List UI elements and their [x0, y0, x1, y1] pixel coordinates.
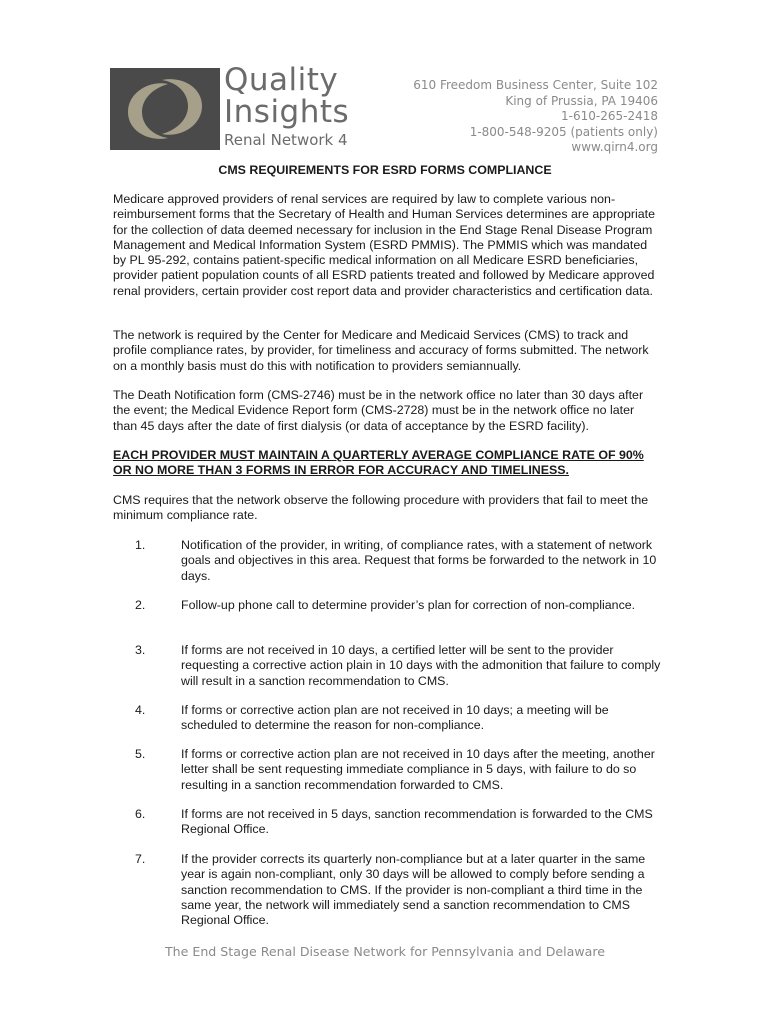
procedure-intro: CMS requires that the network observe the following procedure with providers that fail to meet the minimum compliance rate.: [113, 493, 649, 523]
compliance-requirement: EACH PROVIDER MUST MAINTAIN A QUARTERLY AVERAGE COMPLIANCE RATE OF 90% OR NO MORE THAN 3 FORMS IN ERROR FOR ACCURACY AND TIMELINESS.: [113, 448, 644, 478]
list-item-text: Follow-up phone call to determine provider’s plan for correction of non-compliance.: [181, 598, 636, 612]
address-block: [413, 78, 658, 156]
procedure-list: [113, 538, 661, 928]
paragraph-pmmis: Medicare approved providers of renal services are required by law to complete various non-reimbursement forms that the Secretary of Health and Human Services determines are appropriate for the collection of data deemed necessary for inclusion in the End Stage Renal Disease Program Management and Medical Information System (ESRD PMMIS). The PMMIS which was mandated by PL 95-292, contains patient-specific medical information on all Medicare ESRD beneficiaries, provider patient population counts of all ESRD patients treated and followed by Medicare approved renal providers, certain provider cost report data and provider characteristics and certification data.: [113, 192, 655, 298]
list-item-text: Notification of the provider, in writing, of compliance rates, with a statement of network goals and objectives in this area. Request that forms be forwarded to the network in 10 days.: [181, 538, 657, 583]
list-item-text: If the provider corrects its quarterly non-compliance but at a later quarter in the same year is again non-compliant, only 30 days will be allowed to comply before sending a sanction recommendation to CMS. If the provider is non-compliant a third time in the same year, the network will immediately send a sanction recommendation to CMS Regional Office.: [181, 852, 646, 928]
document-body: [113, 192, 661, 928]
paragraph-network-tracking: The network is required by the Center for Medicare and Medicaid Services (CMS) to track and profile compliance rates, by provider, for timeliness and accuracy of forms submitted. The network on a monthly basis must do this with notification to providers semiannually.: [113, 328, 649, 373]
list-item: [113, 747, 661, 807]
list-item-text: If forms are not received in 5 days, sanction recommendation is forwarded to the CMS Regional Office.: [181, 807, 653, 837]
list-item-text: If forms or corrective action plan are not received in 10 days after the meeting, another letter shall be sent requesting immediate compliance in 5 days, with failure to do so resulting in a sanction recommendation forwarded to CMS.: [181, 747, 655, 792]
list-item-number: 1.: [135, 538, 146, 552]
list-item: [113, 852, 661, 928]
brand-line-2: Insights: [224, 94, 350, 130]
brand-line-1: Quality: [224, 62, 339, 98]
brand-wordmark: [224, 64, 349, 150]
paragraph-form-deadlines: The Death Notification form (CMS-2746) must be in the network office no later than 30 days after the event; the Medical Evidence Report form (CMS-2728) must be in the network office no later than 45 days after the date of first dialysis (or data of acceptance by the ESRD facility).: [113, 388, 644, 433]
list-item: [113, 643, 661, 703]
list-item-number: 6.: [135, 807, 146, 821]
quality-insights-logo: [110, 68, 220, 150]
list-item-number: 2.: [135, 598, 146, 612]
address-website: www.qirn4.org: [571, 140, 658, 155]
address-patient-phone: 1-800-548-9205 (patients only): [469, 124, 658, 139]
page-footer: The End Stage Renal Disease Network for Pennsylvania and Delaware: [164, 944, 606, 959]
address-phone: 1-610-265-2418: [561, 109, 658, 124]
list-item: [113, 807, 661, 852]
list-item-number: 3.: [135, 643, 146, 657]
brand-line-3: Renal Network 4: [224, 131, 348, 149]
logo-mark-icon: [110, 68, 220, 150]
address-street: 610 Freedom Business Center, Suite 102: [413, 78, 658, 92]
list-item: [113, 703, 661, 747]
list-item-text: If forms or corrective action plan are not received in 10 days; a meeting will be scheduled to determine the reason for non-compliance.: [181, 703, 609, 733]
list-item: [113, 598, 661, 643]
list-item: [113, 538, 661, 598]
list-item-text: If forms are not received in 10 days, a certified letter will be sent to the provider requesting a corrective action plain in 10 days with the admonition that failure to comply will result in a sanction recommendation to CMS.: [181, 643, 661, 688]
document-title: CMS REQUIREMENTS FOR ESRD FORMS COMPLIANCE: [218, 163, 552, 177]
list-item-number: 7.: [135, 852, 146, 866]
list-item-number: 5.: [135, 747, 146, 761]
address-city: King of Prussia, PA 19406: [505, 93, 658, 108]
list-item-number: 4.: [135, 703, 146, 717]
